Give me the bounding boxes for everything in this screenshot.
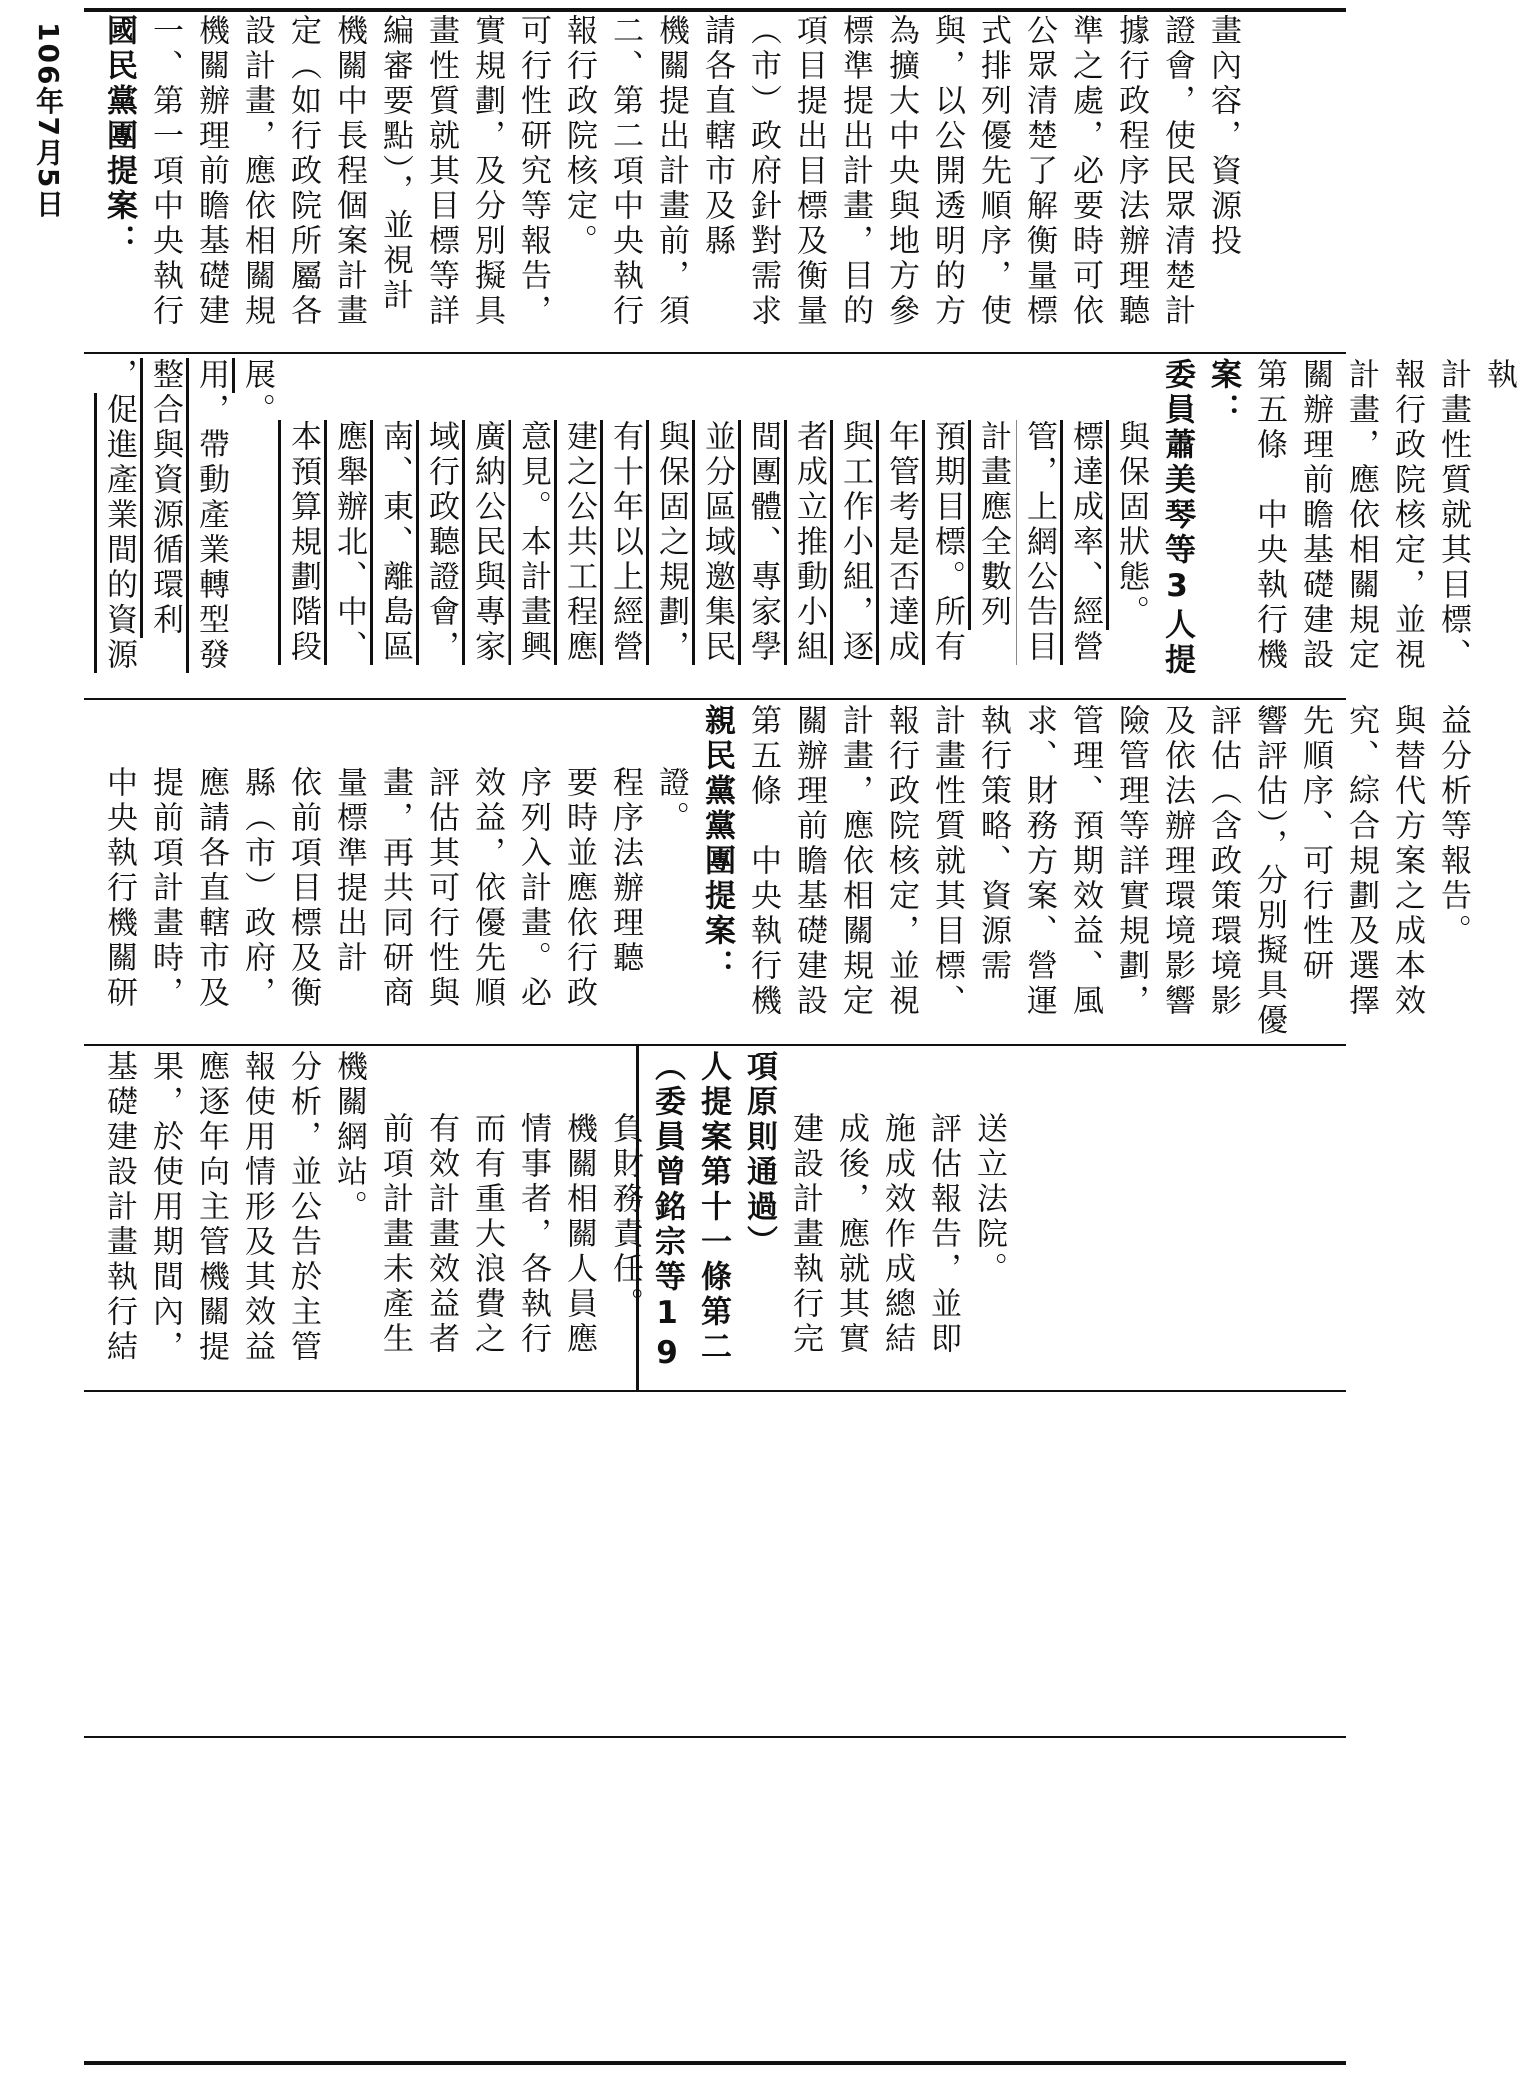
top-rule [84, 8, 1346, 12]
continuation-text [96, 358, 280, 694]
hearing-paragraph: 本預算規劃階段應舉辦北、中、南、東、離島區域行政聽證會，廣納公民與專家意見。本計畫興建之公共工程應有十年以上經營與保固之規劃，並分區域邀集民間團體、專家學者成立推動小組與工作小組，逐年管考是否達成預期目標。所有計畫應全數列管，上網公告目標達成率、經營與保固狀態。 [285, 420, 1149, 665]
pfp-article-5: 第五條 中央執行機關辦理前瞻基礎建設計畫，應依相關規定報行政院核定，並視計畫性質就其目標、執行策略、資源需求、財務方案、營運管理、預期效益、風險管理等詳實規劃，及依法辦理環境影響評估（含政策環境影響評估），分別擬具優先順序、可行性研究、綜合規劃及選擇與替代方案之成本效益分析等報告。 [745, 704, 1471, 1039]
final-evaluation-text: 建設計畫執行完成後，應就其實施成效作成總結評估報告，並即送立法院。 [787, 1112, 1007, 1357]
continuation-underlined: 促進產業間的資源整合與資源循環利用，帶動產業轉型發展 [101, 358, 275, 673]
zeng-proposal-cell [644, 1050, 1334, 1386]
kmt-item-1: 一、第一項中央執行機關辦理前瞻基礎建設計畫，應依相關規定（如行政院所屬各機關中長程個案計畫編審要點），並視計畫性質就其目標等詳實規劃，及分別擬具可行性研究等報告，報行政院核定。 [147, 14, 597, 329]
row-divider [84, 698, 1346, 700]
pfp-proposal-cell [96, 704, 1471, 1040]
kmt-item-2: 二、第二項中央執行機關提出計畫前，須請各直轄市及縣（市）政府針對需求項目提出目標及衡量標準提出計畫，目的為擴大中央與地方參與，以公開透明的方式排列優先順序，使公眾清楚了解衡量標準之處，必要時可依據行政程序法辦理聽證會，使民眾清楚計畫內容，資源投 [607, 14, 1241, 329]
kmt-proposal-cell [96, 14, 1336, 348]
continuation-period: 。 [239, 393, 275, 428]
row-divider [84, 1390, 1346, 1392]
zeng-proposal-title: （委員曾銘宗等19人提案第十一條第二項原則通過） [649, 1050, 777, 1375]
bottom-rule [84, 2061, 1346, 2065]
row-divider [84, 1044, 1346, 1046]
kmt-proposal-title: 國民黨團提案： [101, 14, 137, 259]
row-divider [84, 352, 1346, 354]
continuation-comma: ， [101, 358, 137, 393]
row-divider [84, 1736, 1346, 1738]
financial-responsibility-text: 前項計畫未產生有效計畫效益者而有重大浪費之情事者，各執行機關相關人員應負財務責任。 [377, 1112, 643, 1357]
page-date: 106年7月5日 [32, 22, 65, 220]
hsiao-proposal-title: 委員蕭美琴等3人提案： [1159, 358, 1241, 678]
pfp-proposal-title: 親民黨黨團提案： [699, 704, 735, 984]
pfp-continuation: 中央執行機關研提前項計畫時，應請各直轄市及縣（市）政府，依前項目標及衡量標準提出計畫，再共同研商評估其可行性與效益，依優先順序列入計畫。必要時並應依行政程序法辦理聽證。 [101, 766, 689, 1011]
results-report-cell [96, 1050, 643, 1386]
continuation-cell [96, 358, 1517, 694]
hsiao-article-5: 第五條 中央執行機關辦理前瞻基礎建設計畫，應依相關規定報行政院核定，並視計畫性質就其目標、執 [1251, 358, 1517, 673]
results-report-text: 基礎建設計畫執行結果，於使用期間內，應逐年向主管機關提報使用情形及其效益分析，並公告於主管機關網站。 [101, 1050, 367, 1365]
